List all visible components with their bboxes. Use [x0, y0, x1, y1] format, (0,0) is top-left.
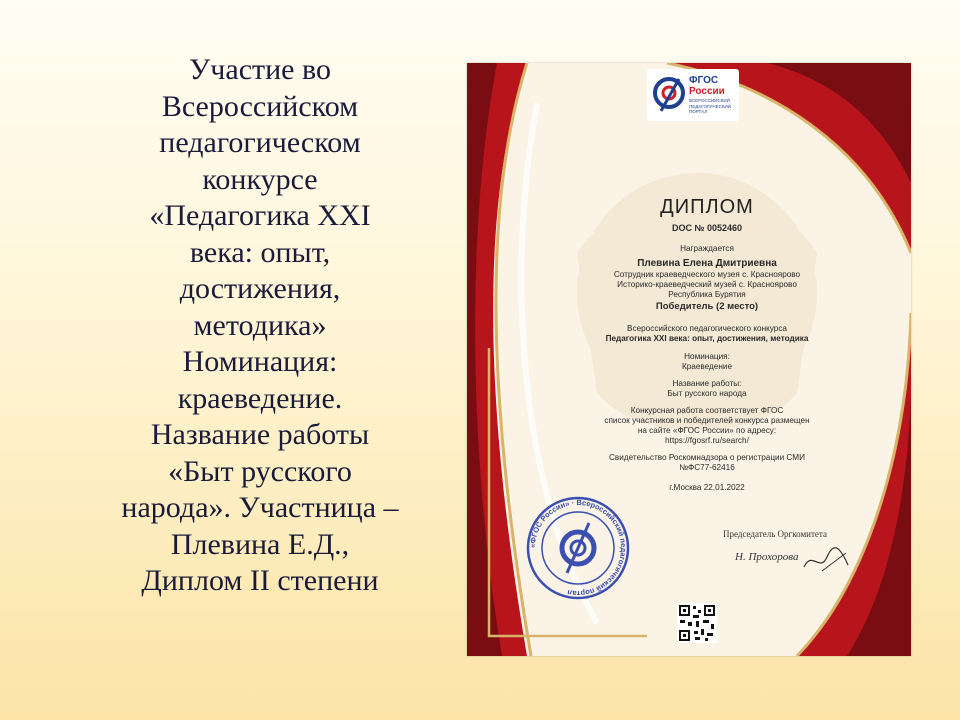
- registration-line-2: №ФС77-62416: [679, 463, 735, 472]
- caption-line: Диплом II степени: [141, 564, 379, 597]
- fgos-logo-icon: [651, 75, 687, 115]
- caption-line: достижения,: [179, 272, 341, 305]
- stamp-seal-icon: [523, 493, 633, 603]
- caption-line: методика»: [193, 308, 327, 342]
- logo-line-1: ФГОС: [689, 75, 719, 86]
- recipient-position: Сотрудник краеведческого музея с. Красноярово: [613, 270, 801, 279]
- qr-code-icon: [677, 603, 717, 643]
- signature-name: Н. Прохорова: [735, 551, 799, 563]
- logo-line-3: ВСЕРОССИЙСКИЙ ПЕДАГОГИЧЕСКИЙ ПОРТАЛ: [689, 98, 731, 114]
- caption-line: конкурсе: [202, 162, 318, 196]
- logo-line-2: России: [689, 86, 725, 97]
- nomination-label: Номинация:: [684, 352, 730, 361]
- caption-line: народа». Участница –: [121, 491, 399, 524]
- award-place: Победитель (2 место): [655, 301, 759, 312]
- compliance-line-1: Конкурсная работа соответствует ФГОС: [630, 406, 784, 415]
- nomination-value: Краеведение: [681, 362, 733, 371]
- caption-line: «Быт русского: [168, 454, 352, 488]
- caption-line: педагогическом: [159, 126, 361, 159]
- work-value: Быт русского народа: [667, 389, 747, 398]
- signature-title: Председатель Оргкомитета: [723, 529, 827, 539]
- compliance-line-3: на сайте «ФГОС России» по адресу:: [637, 426, 777, 435]
- caption-line: Название работы: [150, 418, 370, 451]
- caption-line: Участие во: [189, 53, 331, 86]
- recipient-name: Плевина Елена Дмитриевна: [637, 258, 777, 269]
- work-label: Название работы:: [672, 379, 742, 388]
- registration-line-1: Свидетельство Роскомнадзора о регистрации СМИ: [609, 453, 805, 462]
- caption-line: Плевина Е.Д.,: [170, 527, 350, 561]
- compliance-line-2: список участников и победителей конкурса размещен: [604, 416, 810, 425]
- contest-name: Педагогика XXI века: опыт, достижения, методика: [605, 334, 809, 343]
- caption-line: Всероссийском: [161, 89, 359, 123]
- awarded-label: Награждается: [680, 244, 734, 253]
- diploma-image: [467, 63, 911, 656]
- caption-line: века: опыт,: [189, 235, 331, 269]
- recipient-museum: Историко-краеведческий музей с. Красноярово: [617, 280, 797, 289]
- diploma-title: ДИПЛОМ: [660, 196, 754, 218]
- diploma-date: г.Москва 22.01.2022: [669, 483, 745, 492]
- search-url: https://fgosrf.ru/search/: [665, 436, 749, 445]
- caption-line: краеведение.: [177, 381, 343, 415]
- diploma-number: DOC № 0052460: [671, 223, 743, 233]
- stamp-text: «ФГОС России» · Всероссийский педагогический портал: [527, 497, 629, 599]
- caption-line: «Педагогика XXI: [149, 199, 371, 232]
- slide-caption: [60, 52, 460, 600]
- contest-label: Всероссийского педагогического конкурса: [627, 324, 787, 333]
- caption-line: Номинация:: [182, 345, 338, 378]
- recipient-region: Республика Бурятия: [668, 290, 746, 299]
- signature-scribble-icon: [802, 545, 852, 575]
- fgos-logo: [647, 69, 739, 121]
